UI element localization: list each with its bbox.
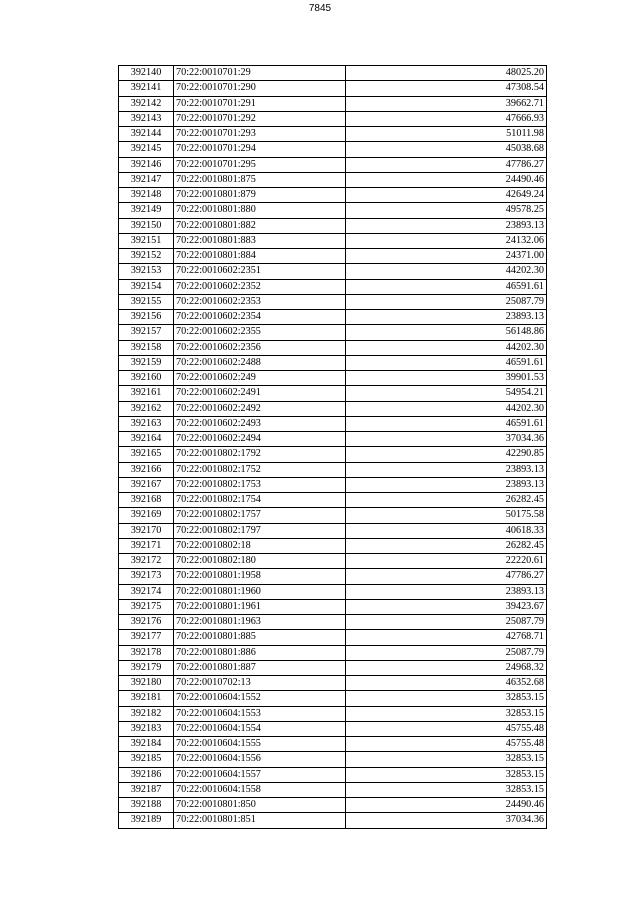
cadastral-number-cell: 70:22:0010801:880 — [174, 203, 346, 218]
row-id-cell: 392169 — [119, 508, 174, 523]
row-id-cell: 392166 — [119, 462, 174, 477]
table-row — [119, 416, 547, 431]
row-id-cell: 392150 — [119, 218, 174, 233]
row-id-cell: 392154 — [119, 279, 174, 294]
table-row — [119, 477, 547, 492]
table-row — [119, 142, 547, 157]
row-id-cell: 392188 — [119, 798, 174, 813]
cadastral-number-cell: 70:22:0010801:1961 — [174, 599, 346, 614]
value-cell: 25087.79 — [346, 645, 547, 660]
row-id-cell: 392157 — [119, 325, 174, 340]
cadastral-number-cell: 70:22:0010801:884 — [174, 249, 346, 264]
value-cell: 39901.53 — [346, 371, 547, 386]
cadastral-number-cell: 70:22:0010604:1553 — [174, 706, 346, 721]
value-cell: 42768.71 — [346, 630, 547, 645]
cadastral-number-cell: 70:22:0010802:1797 — [174, 523, 346, 538]
row-id-cell: 392171 — [119, 538, 174, 553]
cadastral-number-cell: 70:22:0010802:1754 — [174, 493, 346, 508]
row-id-cell: 392148 — [119, 188, 174, 203]
row-id-cell: 392151 — [119, 233, 174, 248]
value-cell: 26282.45 — [346, 493, 547, 508]
table-body — [119, 66, 547, 829]
value-cell: 42649.24 — [346, 188, 547, 203]
table-row — [119, 81, 547, 96]
cadastral-number-cell: 70:22:0010701:291 — [174, 96, 346, 111]
row-id-cell: 392140 — [119, 66, 174, 81]
table-row — [119, 691, 547, 706]
cadastral-number-cell: 70:22:0010604:1555 — [174, 737, 346, 752]
cadastral-number-cell: 70:22:0010801:875 — [174, 172, 346, 187]
row-id-cell: 392172 — [119, 554, 174, 569]
table-row — [119, 584, 547, 599]
value-cell: 48025.20 — [346, 66, 547, 81]
table-row — [119, 233, 547, 248]
value-cell: 26282.45 — [346, 538, 547, 553]
value-cell: 54954.21 — [346, 386, 547, 401]
row-id-cell: 392179 — [119, 660, 174, 675]
cadastral-number-cell: 70:22:0010801:1960 — [174, 584, 346, 599]
value-cell: 32853.15 — [346, 691, 547, 706]
value-cell: 23893.13 — [346, 310, 547, 325]
table-row — [119, 493, 547, 508]
row-id-cell: 392162 — [119, 401, 174, 416]
row-id-cell: 392158 — [119, 340, 174, 355]
table-row — [119, 645, 547, 660]
table-row — [119, 249, 547, 264]
row-id-cell: 392155 — [119, 294, 174, 309]
row-id-cell: 392186 — [119, 767, 174, 782]
table-row — [119, 721, 547, 736]
value-cell: 44202.30 — [346, 264, 547, 279]
row-id-cell: 392144 — [119, 127, 174, 142]
row-id-cell: 392147 — [119, 172, 174, 187]
value-cell: 25087.79 — [346, 294, 547, 309]
row-id-cell: 392181 — [119, 691, 174, 706]
value-cell: 39423.67 — [346, 599, 547, 614]
cadastral-number-cell: 70:22:0010602:2494 — [174, 432, 346, 447]
cadastral-number-cell: 70:22:0010604:1558 — [174, 782, 346, 797]
value-cell: 40618.33 — [346, 523, 547, 538]
cadastral-number-cell: 70:22:0010801:850 — [174, 798, 346, 813]
row-id-cell: 392149 — [119, 203, 174, 218]
cadastral-number-cell: 70:22:0010801:879 — [174, 188, 346, 203]
table-row — [119, 462, 547, 477]
value-cell: 46591.61 — [346, 279, 547, 294]
cadastral-number-cell: 70:22:0010801:887 — [174, 660, 346, 675]
value-cell: 24371.00 — [346, 249, 547, 264]
value-cell: 50175.58 — [346, 508, 547, 523]
table-row — [119, 782, 547, 797]
cadastral-number-cell: 70:22:0010602:2354 — [174, 310, 346, 325]
cadastral-number-cell: 70:22:0010801:882 — [174, 218, 346, 233]
row-id-cell: 392165 — [119, 447, 174, 462]
table-row — [119, 371, 547, 386]
cadastral-number-cell: 70:22:0010602:249 — [174, 371, 346, 386]
cadastral-number-cell: 70:22:0010604:1557 — [174, 767, 346, 782]
row-id-cell: 392187 — [119, 782, 174, 797]
value-cell: 23893.13 — [346, 462, 547, 477]
value-cell: 49578.25 — [346, 203, 547, 218]
value-cell: 47786.27 — [346, 157, 547, 172]
cadastral-number-cell: 70:22:0010701:293 — [174, 127, 346, 142]
table-row — [119, 127, 547, 142]
row-id-cell: 392152 — [119, 249, 174, 264]
cadastral-number-cell: 70:22:0010702:13 — [174, 676, 346, 691]
row-id-cell: 392163 — [119, 416, 174, 431]
table-row — [119, 752, 547, 767]
value-cell: 24490.46 — [346, 798, 547, 813]
cadastral-number-cell: 70:22:0010604:1556 — [174, 752, 346, 767]
value-cell: 24132.06 — [346, 233, 547, 248]
value-cell: 46591.61 — [346, 416, 547, 431]
cadastral-number-cell: 70:22:0010802:1757 — [174, 508, 346, 523]
value-cell: 47308.54 — [346, 81, 547, 96]
table-row — [119, 310, 547, 325]
value-cell: 32853.15 — [346, 767, 547, 782]
cadastral-number-cell: 70:22:0010802:180 — [174, 554, 346, 569]
row-id-cell: 392146 — [119, 157, 174, 172]
table-row — [119, 279, 547, 294]
value-cell: 32853.15 — [346, 782, 547, 797]
table-row — [119, 554, 547, 569]
cadastral-number-cell: 70:22:0010602:2352 — [174, 279, 346, 294]
row-id-cell: 392176 — [119, 615, 174, 630]
table-row — [119, 706, 547, 721]
table-row — [119, 355, 547, 370]
value-cell: 51011.98 — [346, 127, 547, 142]
cadastral-number-cell: 70:22:0010602:2356 — [174, 340, 346, 355]
table-row — [119, 615, 547, 630]
row-id-cell: 392141 — [119, 81, 174, 96]
table-row — [119, 264, 547, 279]
table-row — [119, 96, 547, 111]
value-cell: 45755.48 — [346, 737, 547, 752]
row-id-cell: 392180 — [119, 676, 174, 691]
value-cell: 47786.27 — [346, 569, 547, 584]
row-id-cell: 392161 — [119, 386, 174, 401]
table-row — [119, 432, 547, 447]
cadastral-number-cell: 70:22:0010801:1963 — [174, 615, 346, 630]
table-row — [119, 737, 547, 752]
table-row — [119, 66, 547, 81]
data-table — [118, 65, 547, 829]
cadastral-number-cell: 70:22:0010801:886 — [174, 645, 346, 660]
value-cell: 45755.48 — [346, 721, 547, 736]
table-row — [119, 813, 547, 828]
table-row — [119, 172, 547, 187]
cadastral-number-cell: 70:22:0010701:290 — [174, 81, 346, 96]
table-row — [119, 340, 547, 355]
cadastral-number-cell: 70:22:0010604:1552 — [174, 691, 346, 706]
cadastral-number-cell: 70:22:0010701:294 — [174, 142, 346, 157]
value-cell: 23893.13 — [346, 218, 547, 233]
value-cell: 22220.61 — [346, 554, 547, 569]
cadastral-number-cell: 70:22:0010602:2353 — [174, 294, 346, 309]
row-id-cell: 392143 — [119, 111, 174, 126]
cadastral-number-cell: 70:22:0010802:1792 — [174, 447, 346, 462]
row-id-cell: 392168 — [119, 493, 174, 508]
row-id-cell: 392142 — [119, 96, 174, 111]
cadastral-number-cell: 70:22:0010701:295 — [174, 157, 346, 172]
value-cell: 47666.93 — [346, 111, 547, 126]
row-id-cell: 392159 — [119, 355, 174, 370]
table-row — [119, 676, 547, 691]
row-id-cell: 392145 — [119, 142, 174, 157]
value-cell: 37034.36 — [346, 813, 547, 828]
value-cell: 56148.86 — [346, 325, 547, 340]
value-cell: 32853.15 — [346, 706, 547, 721]
value-cell: 46591.61 — [346, 355, 547, 370]
table-row — [119, 599, 547, 614]
cadastral-number-cell: 70:22:0010802:1752 — [174, 462, 346, 477]
value-cell: 23893.13 — [346, 477, 547, 492]
table-row — [119, 523, 547, 538]
table-row — [119, 569, 547, 584]
value-cell: 32853.15 — [346, 752, 547, 767]
table-row — [119, 294, 547, 309]
cadastral-number-cell: 70:22:0010604:1554 — [174, 721, 346, 736]
row-id-cell: 392182 — [119, 706, 174, 721]
table-row — [119, 630, 547, 645]
row-id-cell: 392175 — [119, 599, 174, 614]
cadastral-number-cell: 70:22:0010602:2492 — [174, 401, 346, 416]
value-cell: 24968.32 — [346, 660, 547, 675]
value-cell: 44202.30 — [346, 401, 547, 416]
value-cell: 23893.13 — [346, 584, 547, 599]
row-id-cell: 392189 — [119, 813, 174, 828]
row-id-cell: 392177 — [119, 630, 174, 645]
cadastral-number-cell: 70:22:0010701:29 — [174, 66, 346, 81]
value-cell: 45038.68 — [346, 142, 547, 157]
cadastral-number-cell: 70:22:0010602:2351 — [174, 264, 346, 279]
value-cell: 25087.79 — [346, 615, 547, 630]
cadastral-number-cell: 70:22:0010801:1958 — [174, 569, 346, 584]
cadastral-number-cell: 70:22:0010602:2355 — [174, 325, 346, 340]
row-id-cell: 392184 — [119, 737, 174, 752]
table-row — [119, 401, 547, 416]
table-row — [119, 325, 547, 340]
cadastral-number-cell: 70:22:0010602:2488 — [174, 355, 346, 370]
table-row — [119, 767, 547, 782]
cadastral-number-cell: 70:22:0010801:851 — [174, 813, 346, 828]
cadastral-number-cell: 70:22:0010801:885 — [174, 630, 346, 645]
row-id-cell: 392160 — [119, 371, 174, 386]
table-row — [119, 386, 547, 401]
table-row — [119, 660, 547, 675]
value-cell: 46352.68 — [346, 676, 547, 691]
row-id-cell: 392174 — [119, 584, 174, 599]
value-cell: 42290.85 — [346, 447, 547, 462]
cadastral-number-cell: 70:22:0010602:2493 — [174, 416, 346, 431]
row-id-cell: 392153 — [119, 264, 174, 279]
value-cell: 37034.36 — [346, 432, 547, 447]
row-id-cell: 392156 — [119, 310, 174, 325]
table-row — [119, 157, 547, 172]
table-row — [119, 798, 547, 813]
row-id-cell: 392170 — [119, 523, 174, 538]
table-row — [119, 111, 547, 126]
table-row — [119, 218, 547, 233]
cadastral-number-cell: 70:22:0010701:292 — [174, 111, 346, 126]
table-row — [119, 203, 547, 218]
table-row — [119, 188, 547, 203]
cadastral-number-cell: 70:22:0010802:1753 — [174, 477, 346, 492]
row-id-cell: 392164 — [119, 432, 174, 447]
cadastral-number-cell: 70:22:0010602:2491 — [174, 386, 346, 401]
value-cell: 44202.30 — [346, 340, 547, 355]
value-cell: 24490.46 — [346, 172, 547, 187]
row-id-cell: 392167 — [119, 477, 174, 492]
page-number: 7845 — [308, 3, 332, 14]
value-cell: 39662.71 — [346, 96, 547, 111]
table-row — [119, 447, 547, 462]
table-row — [119, 538, 547, 553]
cadastral-number-cell: 70:22:0010802:18 — [174, 538, 346, 553]
table-row — [119, 508, 547, 523]
row-id-cell: 392178 — [119, 645, 174, 660]
cadastral-number-cell: 70:22:0010801:883 — [174, 233, 346, 248]
row-id-cell: 392185 — [119, 752, 174, 767]
row-id-cell: 392173 — [119, 569, 174, 584]
row-id-cell: 392183 — [119, 721, 174, 736]
